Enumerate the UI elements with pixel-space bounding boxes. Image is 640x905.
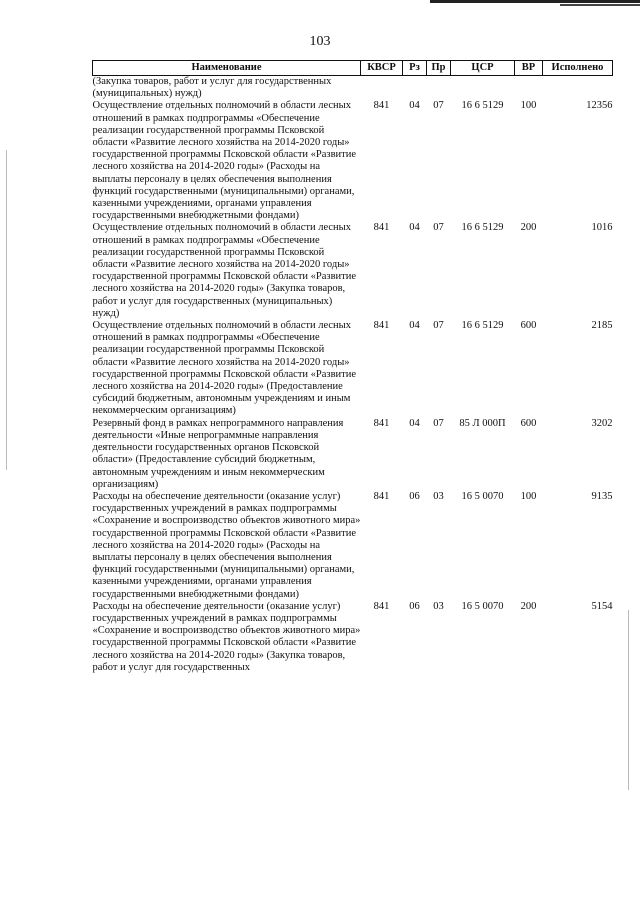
- row-vr: 100: [520, 100, 537, 112]
- row-pr: 07: [433, 100, 444, 112]
- row-vr: 200: [520, 600, 537, 612]
- row-csr: [451, 76, 515, 101]
- row-pr: 07: [433, 222, 444, 234]
- header-vr: ВР: [515, 61, 543, 76]
- row-pr: 03: [433, 490, 444, 502]
- row-kvsr: 841: [373, 100, 390, 112]
- row-csr: 16 6 5129: [461, 222, 504, 234]
- row-name: Резервный фонд в рамках непрограммного направления деятельности «Иные непрограммные направления деятельности государственных органов Псковской области» (Предоставление субсидий бюджетным, автономным учреждениям и иным некоммерческим организациям): [92, 417, 344, 490]
- row-name: Осуществление отдельных полномочий в области лесных отношений в рамках подпрограммы «Обеспечение реализации государственной программы Псковской области «Развитие лесного хозяйства на 2014-2020 годы» государственной программы Псковской области «Развитие лесного хозяйства на 2014-2020 годы» (Предоставление субсидий бюджетным, автономным учреждениям и иным некоммерческим организациям): [92, 320, 357, 417]
- row-csr: 85 Л 000П: [459, 417, 506, 429]
- header-rz: Рз: [403, 61, 427, 76]
- header-pr: Пр: [427, 61, 451, 76]
- row-csr: 16 6 5129: [461, 320, 504, 332]
- row-csr: 16 6 5129: [461, 100, 504, 112]
- table-row: [93, 100, 613, 222]
- row-name: Расходы на обеспечение деятельности (оказание услуг) государственных учреждений в рамках подпрограммы «Сохранение и воспроизводство объектов животного мира» государственной программы Псковской области «Развитие лесного хозяйства на 2014-2020 годы» (Закупка товаров, работ и услуг для государственных: [92, 600, 361, 673]
- row-done: 1016: [591, 222, 613, 234]
- row-csr: 16 5 0070: [461, 490, 504, 502]
- table-row: [93, 418, 613, 491]
- row-done: 3202: [591, 417, 613, 429]
- table-header-row: [93, 61, 613, 76]
- row-kvsr: 841: [373, 600, 390, 612]
- scan-top-edge-line: [430, 0, 640, 3]
- header-kvsr: КВСР: [361, 61, 403, 76]
- scan-top-edge-line: [560, 4, 640, 6]
- row-done: 5154: [591, 600, 613, 612]
- row-vr: 600: [520, 320, 537, 332]
- row-pr: 03: [433, 600, 444, 612]
- table-row: [93, 491, 613, 601]
- row-done: [543, 76, 613, 101]
- row-done: 9135: [591, 490, 613, 502]
- row-pr: [427, 76, 451, 101]
- row-rz: 04: [409, 417, 420, 429]
- row-rz: 04: [409, 100, 420, 112]
- row-rz: 06: [409, 490, 420, 502]
- row-rz: 06: [409, 600, 420, 612]
- row-kvsr: 841: [373, 490, 390, 502]
- row-name: Осуществление отдельных полномочий в области лесных отношений в рамках подпрограммы «Обеспечение реализации государственной программы Псковской области «Развитие лесного хозяйства на 2014-2020 годы» государственной программы Псковской области «Развитие лесного хозяйства на 2014-2020 годы» (Закупка товаров, работ и услуг для государственных (муниципальных) нужд): [92, 222, 357, 319]
- row-pr: 07: [433, 417, 444, 429]
- budget-table: [92, 60, 613, 674]
- row-rz: [403, 76, 427, 101]
- row-vr: 600: [520, 417, 537, 429]
- row-name: (Закупка товаров, работ и услуг для государственных (муниципальных) нужд): [92, 76, 332, 100]
- row-csr: 16 5 0070: [461, 600, 504, 612]
- header-name: Наименование: [93, 61, 361, 76]
- scan-left-edge: [6, 150, 7, 470]
- row-name: Осуществление отдельных полномочий в области лесных отношений в рамках подпрограммы «Обеспечение реализации государственной программы Псковской области «Развитие лесного хозяйства на 2014-2020 годы» государственной программы Псковской области «Развитие лесного хозяйства на 2014-2020 годы» (Расходы на выплаты персоналу в целях обеспечения выполнения функций государственными (муниципальными) органами, казенными учреждениями, органами управления государственными внебюджетными фондами): [92, 100, 357, 222]
- row-pr: 07: [433, 320, 444, 332]
- header-done: Исполнено: [543, 61, 613, 76]
- row-done: 2185: [591, 320, 613, 332]
- row-kvsr: 841: [373, 417, 390, 429]
- row-kvsr: [361, 76, 403, 101]
- scan-right-edge: [628, 610, 629, 790]
- table-row: [93, 222, 613, 320]
- row-vr: [515, 76, 543, 101]
- row-name: Расходы на обеспечение деятельности (оказание услуг) государственных учреждений в рамках подпрограммы «Сохранение и воспроизводство объектов животного мира» государственной программы Псковской области «Развитие лесного хозяйства на 2014-2020 годы» (Расходы на выплаты персоналу в целях обеспечения выполнения функций государственными (муниципальными) органами, казенными учреждениями, органами управления государственными внебюджетными фондами): [92, 490, 361, 600]
- table-row: [93, 320, 613, 418]
- row-kvsr: 841: [373, 320, 390, 332]
- table-row: [93, 601, 613, 674]
- row-kvsr: 841: [373, 222, 390, 234]
- page-number: 103: [309, 34, 331, 49]
- row-done: 12356: [586, 100, 613, 112]
- table-row: [93, 76, 613, 101]
- row-vr: 100: [520, 490, 537, 502]
- row-vr: 200: [520, 222, 537, 234]
- row-rz: 04: [409, 222, 420, 234]
- row-rz: 04: [409, 320, 420, 332]
- header-csr: ЦСР: [451, 61, 515, 76]
